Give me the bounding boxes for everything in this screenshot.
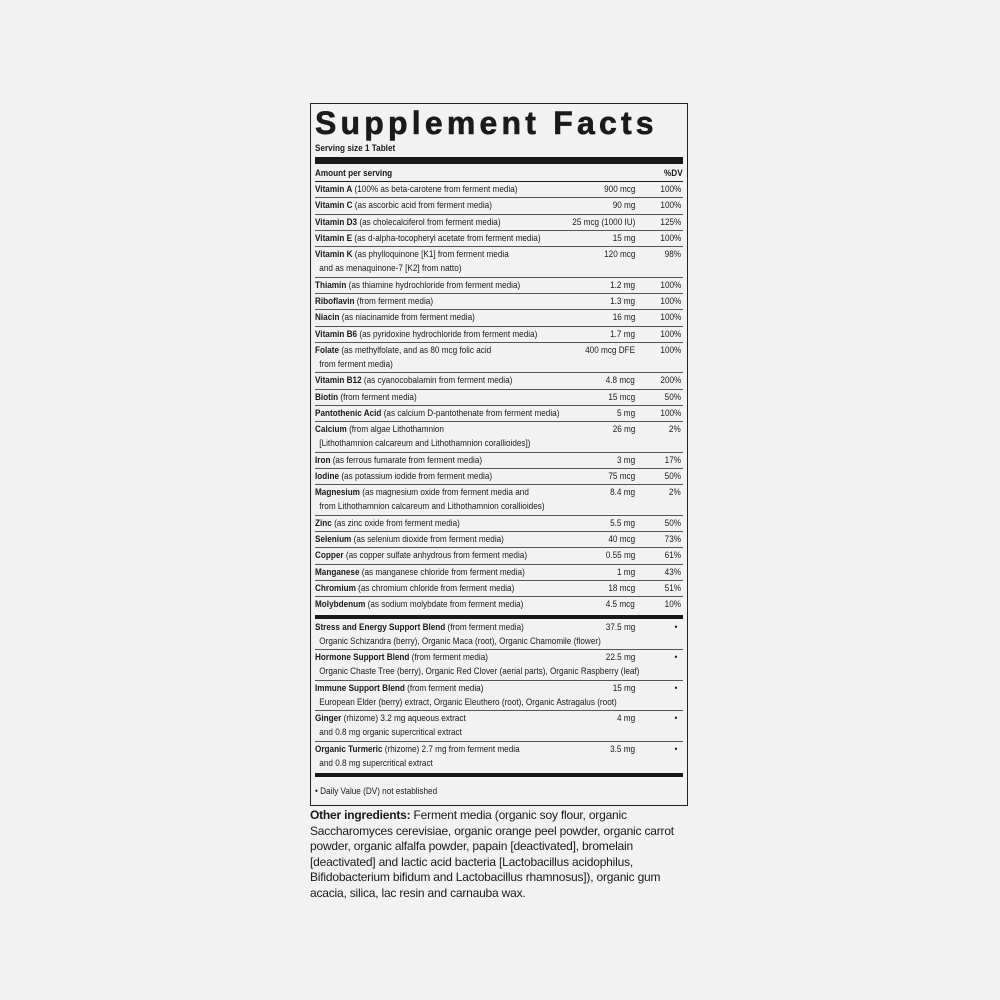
blend-row: [315, 681, 683, 712]
nutrient-source: (as zinc oxide from ferment media): [331, 517, 460, 529]
amount-per-serving: 8.4 mg: [610, 487, 635, 499]
row-text: [315, 248, 583, 276]
amount-per-serving: 3 mg: [616, 454, 635, 466]
daily-value-percent: •: [674, 743, 677, 755]
nutrient-name: Chromium: [315, 583, 356, 595]
nutrient-source: (as methylfolate, and as 80 mcg folic acid: [339, 344, 492, 356]
row-text: [315, 328, 583, 342]
nutrient-name: Zinc: [315, 517, 332, 529]
daily-value-percent: 43%: [664, 566, 681, 578]
nutrient-source: (from algae Lithothamnion: [346, 424, 444, 436]
daily-value-percent: 100%: [660, 200, 681, 212]
nutrient-name: Biotin: [315, 391, 339, 403]
nutrient-source: (as chromium chloride from ferment media): [355, 583, 515, 595]
nutrient-source-continued: and as menaquinone-7 [K2] from natto): [319, 263, 462, 275]
row-text: [315, 517, 583, 531]
daily-value-percent: 98%: [664, 249, 681, 261]
amount-per-serving: 16 mg: [612, 312, 635, 324]
dv-footnote: • Daily Value (DV) not established: [315, 786, 438, 798]
row-text: [315, 311, 583, 325]
amount-per-serving: 1.2 mg: [610, 279, 635, 291]
nutrient-row: [315, 390, 683, 406]
amount-per-serving: 120 mcg: [603, 249, 635, 261]
nutrient-row: [315, 516, 683, 532]
amount-per-serving: 15 mg: [612, 682, 635, 694]
daily-value-percent: 61%: [664, 550, 681, 562]
nutrient-source: (as cyanocobalamin from ferment media): [361, 375, 513, 387]
daily-value-percent: 100%: [660, 328, 681, 340]
nutrient-name: Niacin: [315, 312, 340, 324]
nutrient-source: (rhizome) 3.2 mg aqueous extract: [341, 713, 466, 725]
nutrient-name: Vitamin D3: [315, 216, 358, 228]
supplement-facts-panel: [310, 103, 688, 806]
nutrient-row: [315, 532, 683, 548]
nutrient-name: Folate: [315, 344, 340, 356]
amount-per-serving: 900 mcg: [603, 184, 635, 195]
nutrient-source: (from ferment media): [338, 391, 417, 403]
amount-per-serving: 1 mg: [616, 566, 635, 578]
amount-per-serving: 5.5 mg: [610, 517, 635, 529]
nutrient-name: Pantothenic Acid: [315, 407, 382, 419]
row-text: [315, 216, 583, 230]
daily-value-percent: •: [674, 652, 677, 664]
amount-per-serving: 15 mcg: [608, 391, 635, 403]
vitamins-minerals-list: [315, 182, 683, 614]
serving-size: Serving size 1 Tablet: [315, 143, 396, 154]
row-text: [315, 454, 583, 468]
row-text: [315, 549, 583, 563]
nutrient-row: [315, 198, 683, 214]
blend-ingredients: and 0.8 mg supercritical extract: [319, 757, 433, 769]
nutrient-row: [315, 327, 683, 343]
nutrient-name: Vitamin B12: [315, 375, 362, 387]
daily-value-percent: 2%: [669, 487, 681, 499]
panel-title: Supplement Facts: [315, 105, 658, 141]
nutrient-source: (100% as beta-carotene from ferment media): [352, 184, 518, 195]
nutrient-name: Organic Turmeric: [315, 743, 383, 755]
nutrient-row: [315, 597, 683, 613]
daily-value-percent: 100%: [660, 279, 681, 291]
dv-header: %DV: [664, 168, 683, 179]
nutrient-row: [315, 278, 683, 294]
nutrient-row: [315, 247, 683, 278]
bottom-divider: [315, 773, 683, 777]
nutrient-source: (from ferment media): [404, 682, 484, 694]
amount-per-serving: 75 mcg: [608, 471, 635, 483]
daily-value-percent: 17%: [664, 454, 681, 466]
nutrient-row: [315, 548, 683, 564]
daily-value-percent: 100%: [660, 407, 681, 419]
nutrient-row: [315, 294, 683, 310]
daily-value-percent: •: [674, 621, 677, 633]
nutrient-source: (as ferrous fumarate from ferment media): [330, 454, 483, 466]
daily-value-percent: 100%: [660, 344, 681, 356]
nutrient-name: Vitamin A: [315, 184, 353, 195]
nutrient-source: (as potassium iodide from ferment media): [339, 471, 493, 483]
daily-value-percent: 73%: [664, 534, 681, 546]
nutrient-name: Vitamin C: [315, 200, 353, 212]
row-text: [315, 374, 583, 388]
row-text: [315, 582, 583, 596]
row-text: [315, 391, 583, 405]
nutrient-source: (as calcium D-pantothenate from ferment media): [381, 407, 560, 419]
row-text: [315, 621, 601, 649]
amount-per-serving: 18 mcg: [608, 583, 635, 595]
blend-row: [315, 742, 683, 773]
nutrient-row: [315, 406, 683, 422]
row-text: [315, 598, 583, 612]
daily-value-percent: 51%: [664, 583, 681, 595]
daily-value-percent: 100%: [660, 312, 681, 324]
nutrient-name: Vitamin E: [315, 232, 353, 244]
daily-value-percent: 125%: [660, 216, 681, 228]
nutrient-source: (as phylloquinone [K1] from ferment media: [352, 249, 509, 261]
nutrient-source: (as manganese chloride from ferment media): [359, 566, 525, 578]
section-divider: [315, 615, 683, 619]
row-text: [315, 295, 583, 309]
row-text: [315, 344, 583, 372]
row-text: [315, 533, 583, 547]
nutrient-name: Vitamin K: [315, 249, 353, 261]
daily-value-percent: 10%: [664, 599, 681, 611]
daily-value-percent: 100%: [660, 295, 681, 307]
amount-per-serving-header: Amount per serving: [315, 168, 393, 179]
daily-value-percent: •: [674, 713, 677, 725]
amount-per-serving: 3.5 mg: [610, 743, 635, 755]
other-ingredients: [310, 808, 690, 901]
nutrient-source: (as ascorbic acid from ferment media): [352, 200, 492, 212]
daily-value-percent: 200%: [660, 375, 681, 387]
row-text: [315, 712, 583, 740]
blend-ingredients: European Elder (berry) extract, Organic Eleuthero (root), Organic Astragalus (root): [319, 696, 617, 708]
amount-per-serving: 4 mg: [616, 713, 635, 725]
nutrient-name: Riboflavin: [315, 295, 355, 307]
amount-per-serving: 37.5 mg: [605, 621, 635, 633]
amount-per-serving: 1.7 mg: [610, 328, 635, 340]
nutrient-row: [315, 581, 683, 597]
nutrient-name: Vitamin B6: [315, 328, 358, 340]
amount-per-serving: 22.5 mg: [605, 652, 635, 664]
nutrient-source: (as sodium molybdate from ferment media): [365, 599, 524, 611]
amount-per-serving: 400 mcg DFE: [585, 344, 635, 356]
amount-per-serving: 0.55 mg: [605, 550, 635, 562]
row-text: [315, 199, 583, 213]
row-text: [315, 279, 583, 293]
nutrient-name: Calcium: [315, 424, 347, 436]
nutrient-row: [315, 485, 683, 516]
row-text: [315, 682, 617, 710]
nutrient-name: Molybdenum: [315, 599, 366, 611]
blend-row: [315, 711, 683, 742]
nutrient-name: Thiamin: [315, 279, 347, 291]
nutrient-source: (as selenium dioxide from ferment media): [351, 534, 504, 546]
blend-ingredients: and 0.8 mg organic supercritical extract: [319, 727, 462, 739]
nutrient-source: (as thiamine hydrochloride from ferment media): [346, 279, 521, 291]
nutrient-row: [315, 343, 683, 374]
nutrient-name: Stress and Energy Support Blend: [315, 621, 446, 633]
blends-list: [315, 620, 683, 773]
blend-row: [315, 620, 683, 651]
column-header-row: [315, 165, 683, 182]
daily-value-percent: 50%: [664, 517, 681, 529]
nutrient-source: (rhizome) 2.7 mg from ferment media: [382, 743, 520, 755]
other-ingredients-text: Ferment media (organic soy flour, organic Saccharomyces cerevisiae, organic orange peel powder, organic carrot powder, organic alfalfa powder, papain [deactivated], bromelain [deactivated] and lactic acid bacteria [Lactobacillus acidophilus, Bifidobacterium bifidum and Lactobacillus rhamnosus]), organic gum acacia, silica, lac resin and carnauba wax.: [310, 808, 674, 900]
row-text: [315, 566, 583, 580]
amount-per-serving: 40 mcg: [608, 534, 635, 546]
nutrient-source: (from ferment media): [354, 295, 434, 307]
nutrient-source: (as d-alpha-tocopheryl acetate from ferment media): [352, 232, 541, 244]
blend-ingredients: Organic Chaste Tree (berry), Organic Red Clover (aerial parts), Organic Raspberry (leaf): [319, 666, 640, 678]
amount-per-serving: 4.8 mcg: [605, 375, 635, 387]
daily-value-percent: 100%: [660, 184, 681, 195]
nutrient-row: [315, 565, 683, 581]
row-text: [315, 486, 583, 514]
amount-per-serving: 15 mg: [612, 232, 635, 244]
nutrient-name: Magnesium: [315, 487, 360, 499]
nutrient-name: Immune Support Blend: [315, 682, 405, 694]
blend-row: [315, 650, 683, 681]
amount-per-serving: 26 mg: [612, 424, 635, 436]
nutrient-source: (as pyridoxine hydrochloride from ferment media): [357, 328, 538, 340]
blend-ingredients: Organic Schizandra (berry), Organic Maca (root), Organic Chamomile (flower): [319, 635, 601, 647]
daily-value-percent: •: [674, 682, 677, 694]
nutrient-source-continued: [Lithothamnion calcareum and Lithothamnion corallioides]): [319, 438, 531, 450]
row-text: [315, 470, 583, 484]
nutrient-source: (from ferment media): [409, 652, 488, 664]
nutrient-row: [315, 310, 683, 326]
thick-divider: [315, 157, 683, 164]
nutrient-name: Iron: [315, 454, 331, 466]
nutrient-name: Ginger: [315, 713, 342, 725]
nutrient-source-continued: from ferment media): [319, 358, 393, 370]
nutrient-row: [315, 373, 683, 389]
nutrient-source-continued: from Lithothamnion calcareum and Lithothamnion corallioides): [319, 501, 545, 513]
amount-per-serving: 4.5 mcg: [605, 599, 635, 611]
daily-value-percent: 100%: [660, 232, 681, 244]
nutrient-name: Copper: [315, 550, 344, 562]
nutrient-source: (as magnesium oxide from ferment media and: [359, 487, 529, 499]
nutrient-source: (as cholecalciferol from ferment media): [357, 216, 501, 228]
nutrient-name: Selenium: [315, 534, 352, 546]
daily-value-percent: 2%: [669, 424, 681, 436]
row-text: [315, 423, 583, 451]
nutrient-name: Manganese: [315, 566, 360, 578]
daily-value-percent: 50%: [664, 471, 681, 483]
nutrient-row: [315, 231, 683, 247]
nutrient-row: [315, 422, 683, 453]
nutrient-row: [315, 453, 683, 469]
amount-per-serving: 5 mg: [616, 407, 635, 419]
nutrient-row: [315, 215, 683, 231]
nutrient-source: (as copper sulfate anhydrous from ferment media): [343, 550, 528, 562]
nutrient-row: [315, 182, 683, 198]
other-ingredients-heading: Other ingredients:: [310, 808, 411, 822]
amount-per-serving: 25 mcg (1000 IU): [571, 216, 635, 228]
nutrient-source: (as niacinamide from ferment media): [339, 312, 475, 324]
row-text: [315, 743, 583, 771]
row-text: [315, 183, 583, 197]
row-text: [315, 407, 583, 421]
amount-per-serving: 90 mg: [612, 200, 635, 212]
nutrient-name: Hormone Support Blend: [315, 652, 410, 664]
amount-per-serving: 1.3 mg: [610, 295, 635, 307]
nutrient-name: Iodine: [315, 471, 340, 483]
daily-value-percent: 50%: [664, 391, 681, 403]
nutrient-row: [315, 469, 683, 485]
row-text: [315, 232, 583, 246]
nutrient-source: (from ferment media): [445, 621, 524, 633]
